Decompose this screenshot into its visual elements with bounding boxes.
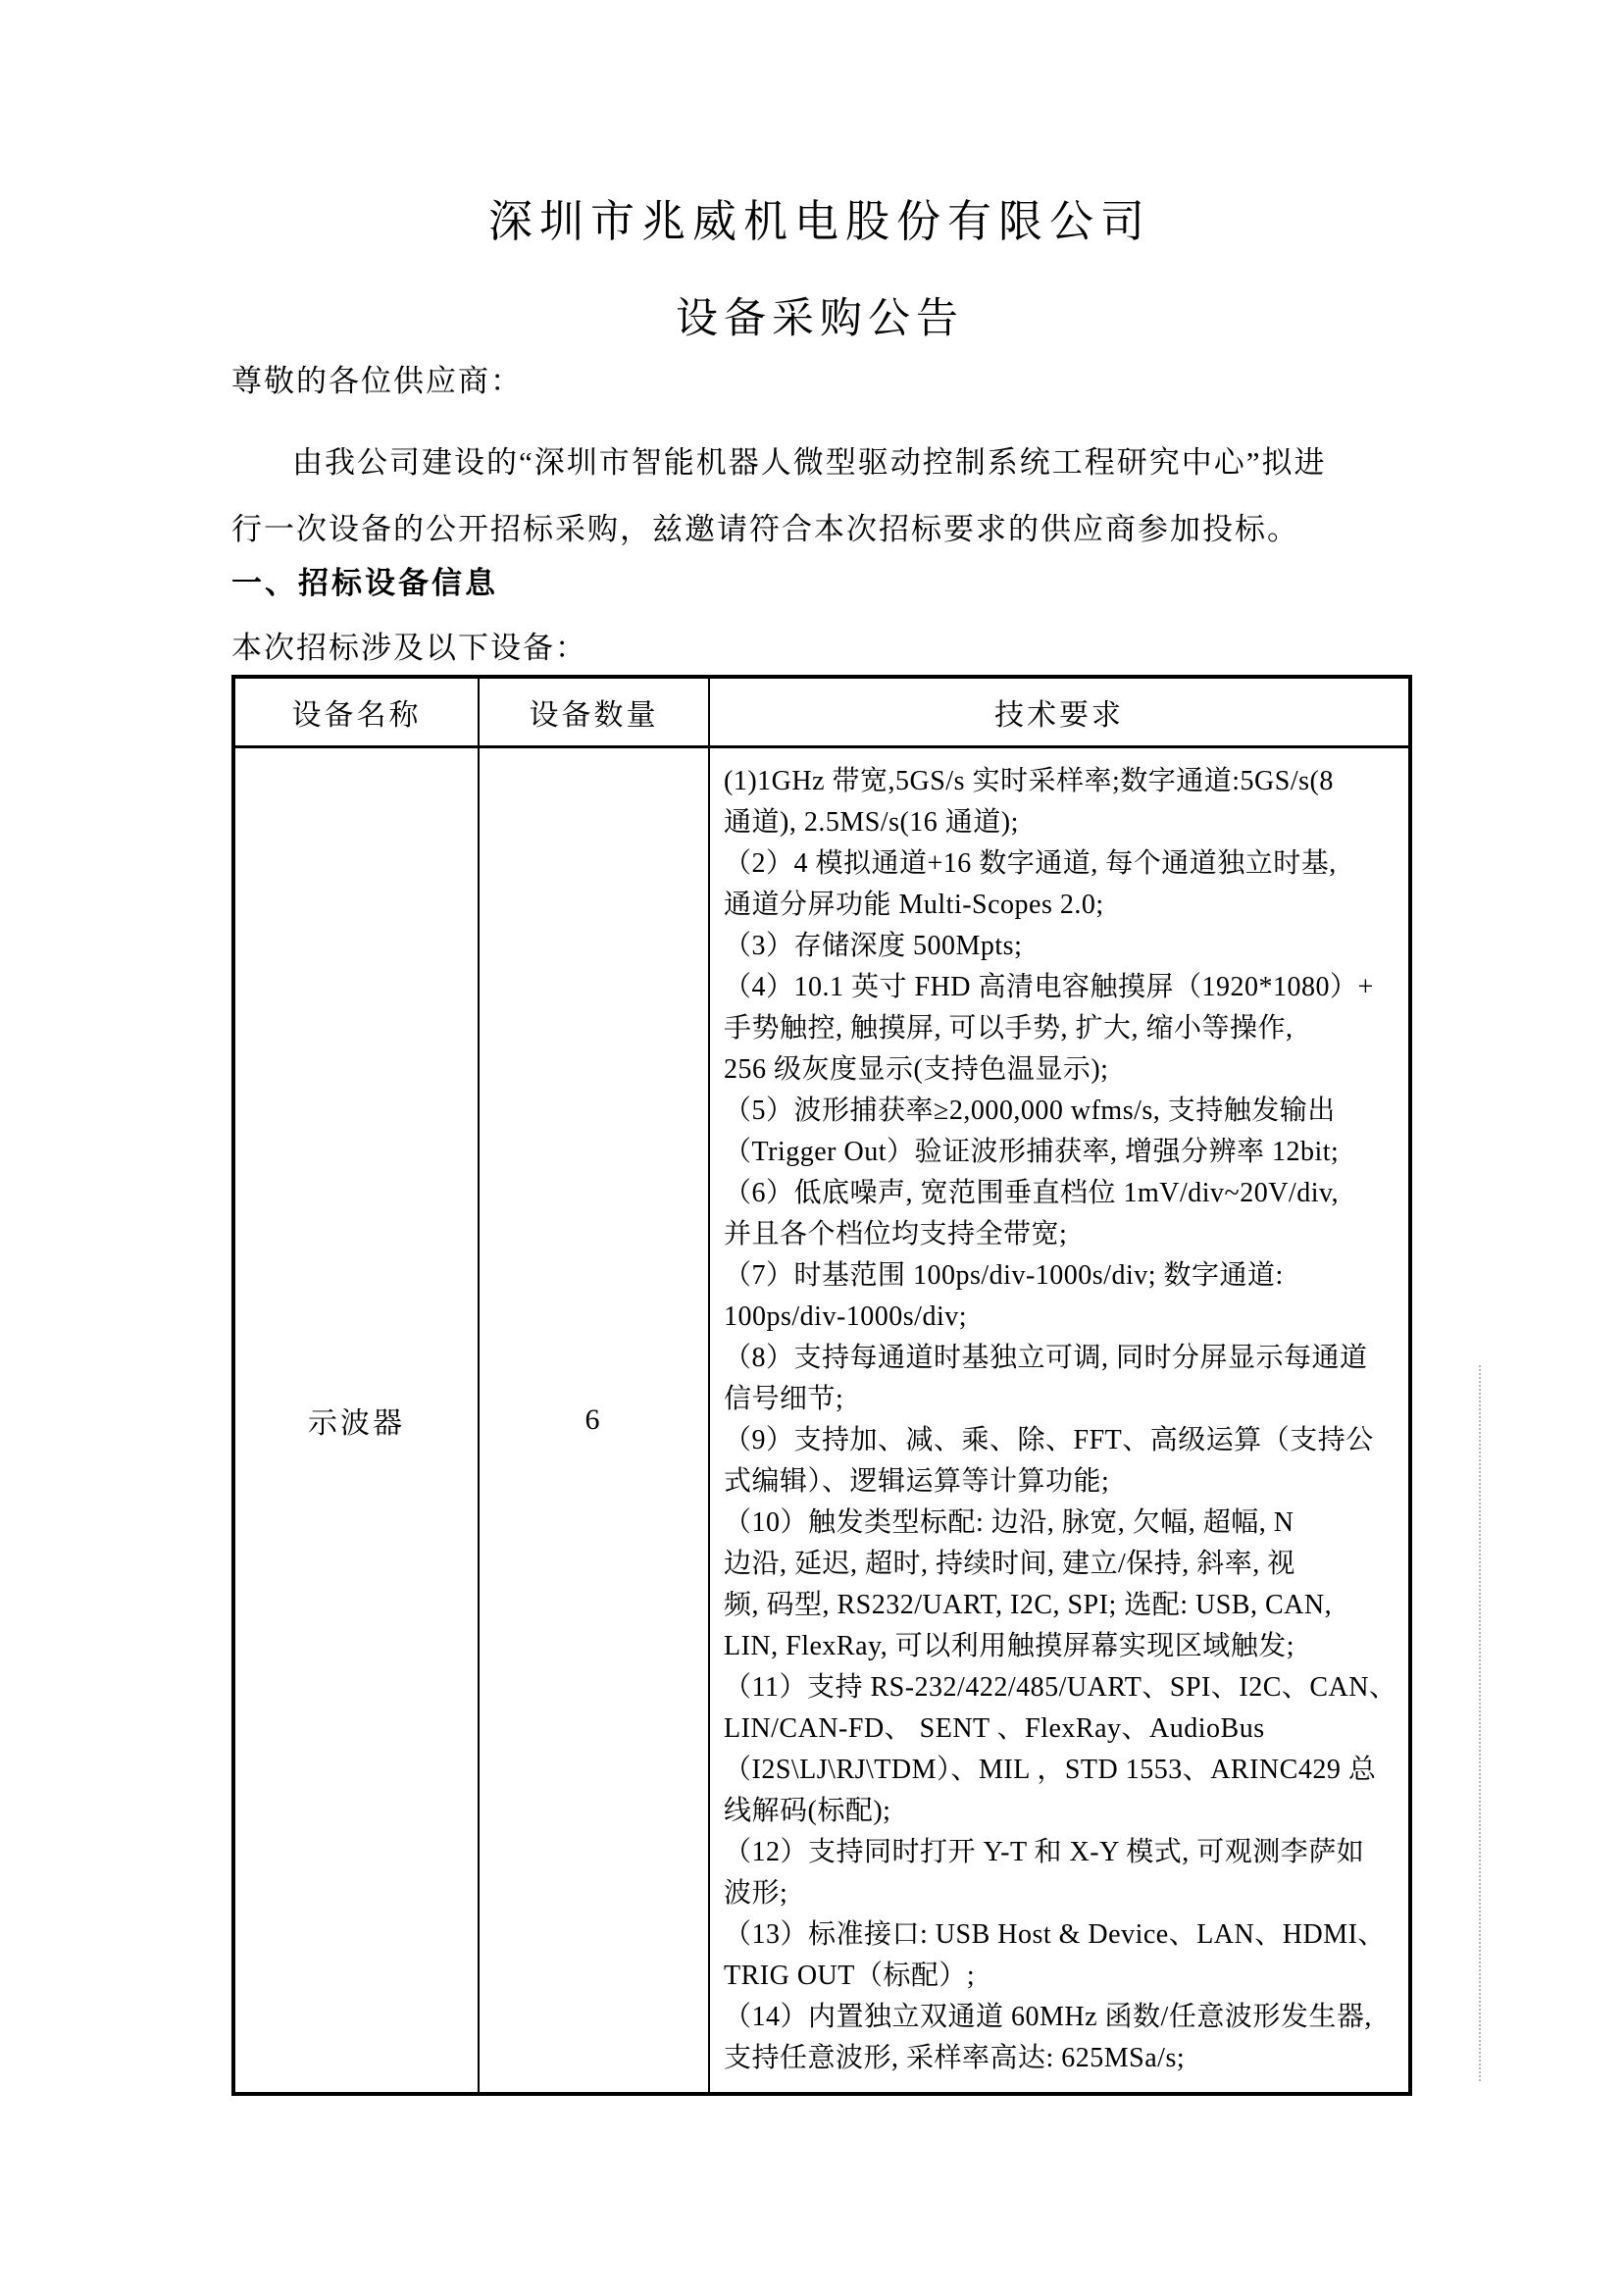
salutation-text: 尊敬的各位供应商： — [231, 364, 523, 398]
table-row — [233, 747, 1410, 2095]
tech-requirement-line: （I2S\LJ\RJ\TDM）、MIL ，STD 1553、ARINC429 总 — [724, 1755, 1377, 1785]
column-header-tech-requirements: 技术要求 — [709, 677, 1410, 747]
tech-requirement-line: （10）触发类型标配: 边沿, 脉宽, 欠幅, 超幅, N — [724, 1507, 1294, 1538]
tech-requirement-line: 边沿, 延迟, 超时, 持续时间, 建立/保持, 斜率, 视 — [724, 1549, 1295, 1579]
lead-in-text: 本次招标涉及以下设备： — [231, 631, 587, 665]
tech-requirement-line: （11）支持 RS-232/422/485/UART、SPI、I2C、CAN、 — [724, 1672, 1397, 1703]
tech-requirement-line: (1)1GHz 带宽,5GS/s 实时采样率;数字通道:5GS/s(8 — [724, 766, 1334, 796]
tech-requirement-line: （9）支持加、减、乘、除、FFT、高级运算（支持公 — [724, 1425, 1374, 1455]
tech-requirement-line: 通道分屏功能 Multi-Scopes 2.0; — [724, 890, 1104, 920]
tech-requirement-line: 100ps/div-1000s/div; — [724, 1301, 968, 1332]
tech-requirement-line: 频, 码型, RS232/UART, I2C, SPI; 选配: USB, CAN, — [724, 1590, 1333, 1620]
section-heading: 一、招标设备信息 — [231, 566, 498, 600]
tech-requirement-line: （Trigger Out）验证波形捕获率, 增强分辨率 12bit; — [724, 1137, 1340, 1167]
tech-requirement-line: 信号细节; — [724, 1384, 844, 1414]
table-header-row — [233, 677, 1410, 747]
tech-requirement-line: 支持任意波形, 采样率高达: 625MSa/s; — [724, 2043, 1186, 2073]
tech-requirement-line: （2）4 模拟通道+16 数字通道, 每个通道独立时基, — [724, 848, 1337, 879]
document-content — [231, 0, 1408, 2096]
tech-requirement-line: LIN, FlexRay, 可以利用触摸屏幕实现区域触发; — [724, 1631, 1294, 1661]
tech-requirement-line: 通道), 2.5MS/s(16 通道); — [724, 807, 1019, 838]
tech-requirement-line: 256 级灰度显示(支持色温显示); — [724, 1054, 1109, 1085]
tech-requirement-line: （4）10.1 英寸 FHD 高清电容触摸屏（1920*1080）+ — [724, 972, 1374, 1002]
equipment-table — [231, 675, 1412, 2096]
tech-requirements-list — [724, 761, 1398, 2079]
tech-requirement-line: （5）波形捕获率≥2,000,000 wfms/s, 支持触发输出 — [724, 1096, 1336, 1126]
tech-requirement-line: TRIG OUT（标配）; — [724, 1961, 976, 1991]
intro-paragraph — [231, 430, 1408, 563]
tech-requirement-line: 波形; — [724, 1878, 788, 1909]
quantity-cell: 6 — [479, 747, 709, 2095]
tech-requirement-line: 线解码(标配); — [724, 1796, 891, 1826]
tech-requirement-line: LIN/CAN-FD、 SENT 、FlexRay、AudioBus — [724, 1713, 1265, 1744]
intro-line: 行一次设备的公开招标采购，兹邀请符合本次招标要求的供应商参加投标。 — [231, 512, 1299, 546]
tech-requirement-line: （14）内置独立双通道 60MHz 函数/任意波形发生器, — [724, 2002, 1372, 2032]
company-title: 深圳市兆威机电股份有限公司 — [487, 197, 1151, 246]
tech-requirement-line: 式编辑）、逻辑运算等计算功能; — [724, 1466, 1110, 1497]
intro-line: 由我公司建设的“深圳市智能机器人微型驱动控制系统工程研究中心”拟进 — [292, 445, 1327, 480]
column-header-device-name: 设备名称 — [233, 677, 479, 747]
tech-requirement-line: 并且各个档位均支持全带宽; — [724, 1219, 1068, 1249]
column-header-quantity: 设备数量 — [479, 677, 709, 747]
tech-requirement-line: （7）时基范围 100ps/div-1000s/div; 数字通道: — [724, 1260, 1284, 1291]
scan-artifact — [1479, 1365, 1481, 2081]
tech-requirements-cell — [709, 747, 1410, 2095]
tech-requirement-line: （13）标准接口: USB Host & Device、LAN、HDMI、 — [724, 1919, 1386, 1950]
tech-requirement-line: （8）支持每通道时基独立可调, 同时分屏显示每通道 — [724, 1343, 1368, 1373]
page-title: 设备采购公告 — [676, 296, 964, 342]
tech-requirement-line: 手势触控, 触摸屏, 可以手势, 扩大, 缩小等操作, — [724, 1013, 1294, 1044]
tech-requirement-line: （3）存储深度 500Mpts; — [724, 931, 1023, 961]
tech-requirement-line: （12）支持同时打开 Y-T 和 X-Y 模式, 可观测李萨如 — [724, 1837, 1365, 1867]
tech-requirement-line: （6）低底噪声, 宽范围垂直档位 1mV/div~20V/div, — [724, 1178, 1340, 1208]
device-name-cell: 示波器 — [233, 747, 479, 2095]
